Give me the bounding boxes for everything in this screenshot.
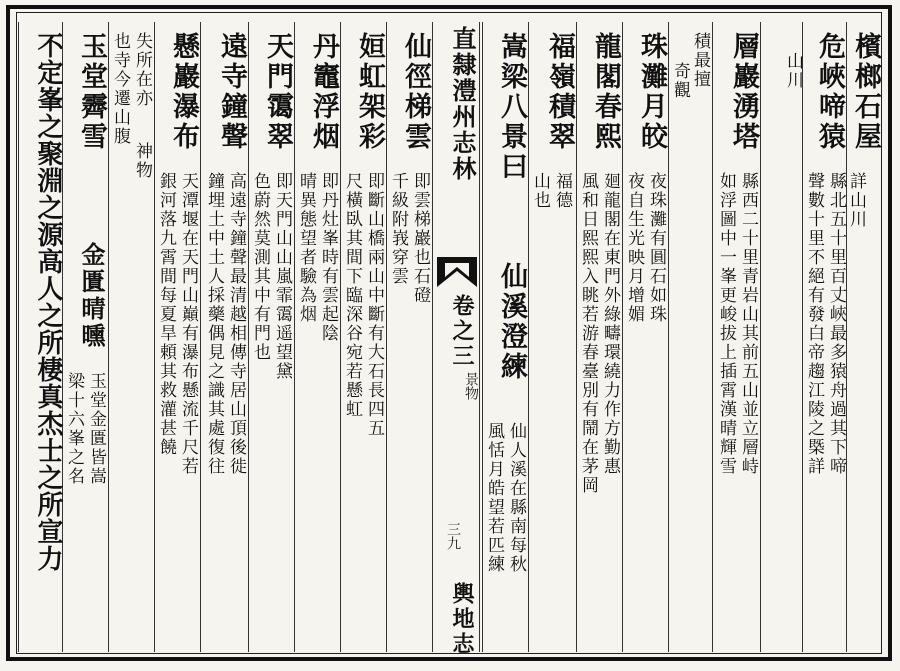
entry-title: 玉堂霽雪 [76, 32, 107, 152]
column-l1 [482, 22, 528, 652]
entry-title: 天門霭翠 [262, 32, 293, 152]
entry-note: 玉堂金匱皆嵩 [86, 372, 106, 486]
entry-note: 奇觀 [670, 62, 690, 100]
column-r5 [668, 22, 712, 652]
entry-title: 仙徑梯雲 [400, 32, 431, 152]
column-l9 [62, 22, 108, 652]
column-l8 [108, 22, 154, 652]
entry-title: 遠寺鐘聲 [216, 32, 247, 152]
column-l5 [248, 22, 294, 652]
entry-title: 珠灘月皎 [636, 32, 667, 152]
entry-note: 縣西二十里青岩山其前五山並立層峙 [738, 172, 758, 476]
entry-note: 廻龍閣在東門外綠疇環繞力作方勤惠 [600, 172, 620, 476]
entry-note: 天潭堰在天門山巔有瀑布懸流千尺若 [178, 172, 198, 476]
fishtail-mark-icon [437, 257, 477, 287]
column-r4 [712, 22, 760, 652]
entry-note: 山也 [530, 172, 550, 210]
entry-note: 聲數十里不絕有發白帝趨江陵之槩詳 [804, 172, 824, 476]
entry-note: 積最擅 [690, 32, 710, 89]
entry-note: 也寺今遷山腹 [110, 32, 130, 146]
column-r7 [576, 22, 622, 652]
entry-note: 福德 [552, 172, 572, 210]
entry-note: 銀河落九霄間每夏旱頼其救灌甚饒 [156, 172, 176, 457]
running-text: 不定峯之聚淵之源高人之所棲真杰士之所宣力 [33, 32, 63, 572]
entry-note: 梁十六峯之名 [64, 372, 84, 486]
book-title: 直隸澧州志林 [448, 26, 477, 182]
column-l3 [340, 22, 386, 652]
volume-label: 卷之三 [449, 294, 475, 369]
column-r1 [846, 22, 882, 652]
entry-title: 懸巖瀑布 [168, 32, 199, 152]
section-label: 景物 [463, 372, 479, 400]
entry-note: 夜珠灘有圓石如珠 [646, 172, 666, 324]
entry-title: 龍閣春熙 [590, 32, 621, 152]
entry-note: 即斷山橋兩山中斷有大石長四五 [364, 172, 384, 438]
entry-title: 檳榔石屋 [850, 32, 881, 152]
column-r8 [528, 22, 576, 652]
entry-title: 仙溪澄練 [496, 262, 527, 382]
entry-note: 夜自生光映月增媚 [624, 172, 644, 324]
entry-title: 姮虹架彩 [354, 32, 385, 152]
entry-note: 即天門山山嵐霏霭遥望黛 [272, 172, 292, 381]
column-l7 [154, 22, 200, 652]
entry-title: 福嶺積翠 [544, 32, 575, 152]
column-l10 [18, 22, 62, 652]
entry-title: 金匱晴曛 [77, 242, 106, 350]
entry-note: 神物 [132, 142, 152, 180]
column-l4 [294, 22, 340, 652]
column-r6 [622, 22, 668, 652]
fold-column [432, 22, 480, 657]
entry-title: 層巖湧塔 [728, 32, 759, 152]
entry-note: 即丹灶峯時有雲起陰 [318, 172, 338, 343]
entry-note: 仙人溪在縣南每秋 [506, 422, 526, 574]
entry-note: 如浮圖中一峯更峻拔上插霄漢晴輝雪 [716, 172, 736, 476]
entry-note: 晴異態望者驗為烟 [296, 172, 316, 324]
entry-note: 風恬月皓望若匹練 [484, 422, 504, 574]
column-r3 [760, 22, 802, 652]
entry-note: 千級附峩穿雲 [388, 172, 408, 286]
entry-note: 鐘埋土中土人採藥偶見之識其處復往 [204, 172, 224, 476]
entry-note: 失所在亦 [132, 32, 152, 108]
column-l6 [200, 22, 248, 652]
column-r2 [802, 22, 846, 652]
entry-title: 危峽啼猿 [814, 32, 845, 152]
entry-note: 高遠寺鐘聲最清越相傳寺居山頂後徙 [226, 172, 246, 476]
entry-note: 縣北五十里百丈峽最多猿舟過其下啼 [826, 172, 846, 476]
entry-note: 山川 [783, 52, 803, 90]
entry-note: 色蔚然莫測其中有門也 [250, 172, 270, 362]
entry-note: 詳山川 [846, 172, 866, 229]
entry-note: 即雲梯巖也石磴 [410, 172, 430, 305]
entry-title: 嵩梁八景曰 [496, 32, 527, 182]
entry-title: 丹竈浮烟 [308, 32, 339, 152]
entry-note: 風和日熙熙入眺若游春臺別有鬧在茅岡 [578, 172, 598, 495]
page-number: 三九 [445, 522, 461, 550]
entry-note: 尺橫臥其間下臨深谷宛若懸虹 [342, 172, 362, 419]
column-l2 [386, 22, 432, 652]
category-label: 輿地志 [449, 582, 475, 657]
